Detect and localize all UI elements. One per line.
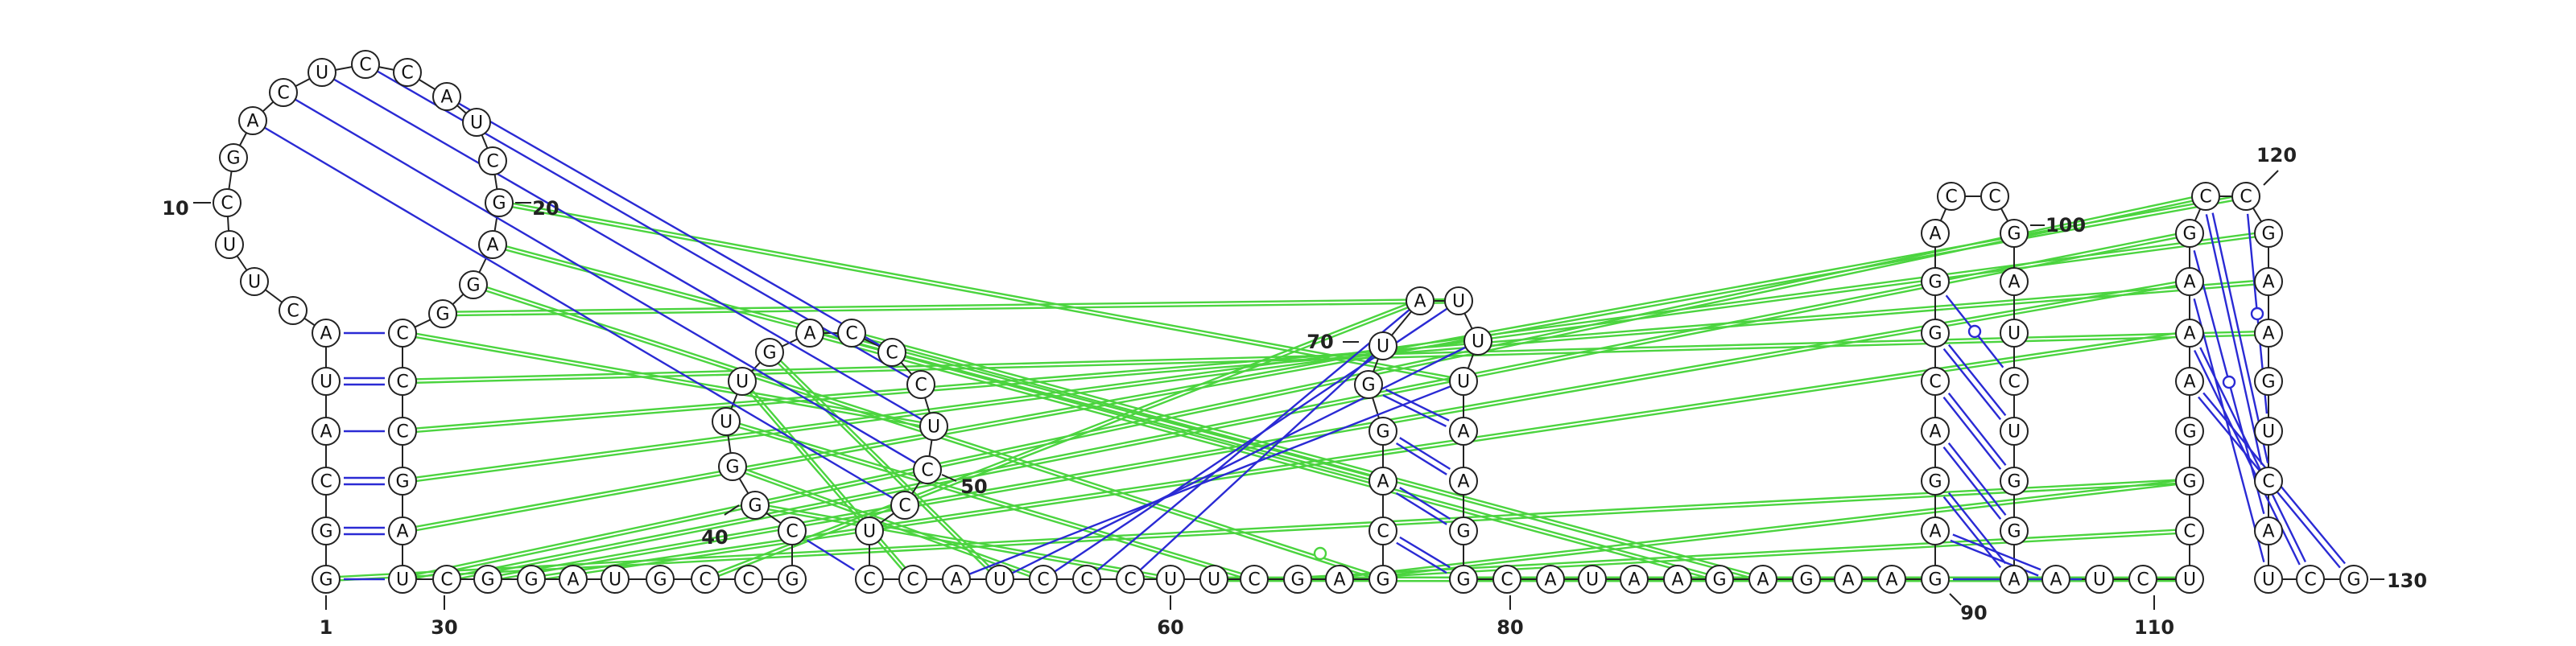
svg-text:C: C — [2199, 187, 2212, 208]
svg-text:C: C — [845, 323, 858, 344]
svg-text:G: G — [319, 521, 333, 542]
nucleotide-61 — [1200, 566, 1228, 593]
svg-text:U: U — [1207, 570, 1221, 590]
svg-text:C: C — [2240, 187, 2252, 208]
svg-text:U: U — [247, 272, 262, 293]
nucleotide-107 — [2042, 566, 2070, 593]
svg-text:G: G — [1928, 471, 1942, 492]
nucleotide-99 — [2000, 220, 2028, 247]
position-label-70: 70 — [1307, 331, 1334, 353]
svg-text:C: C — [699, 570, 712, 590]
svg-text:C: C — [2136, 570, 2149, 590]
svg-text:U: U — [2261, 570, 2276, 590]
svg-text:C: C — [320, 471, 332, 492]
svg-text:C: C — [1929, 372, 1942, 393]
position-label-40: 40 — [701, 526, 729, 549]
nucleotide-21 — [479, 231, 506, 258]
svg-text:A: A — [1929, 521, 1942, 542]
position-label-60: 60 — [1157, 616, 1184, 639]
pseudoknot-interactions — [326, 195, 2268, 581]
svg-text:G: G — [748, 496, 762, 516]
svg-text:G: G — [1928, 272, 1942, 293]
pseudoknot-wobble-marker — [1315, 548, 1326, 559]
svg-text:G: G — [481, 570, 495, 590]
svg-text:A: A — [1628, 570, 1641, 590]
nucleotide-68 — [1369, 418, 1397, 445]
nucleotide-56 — [986, 566, 1013, 593]
svg-text:C: C — [287, 301, 299, 322]
svg-text:A: A — [1842, 570, 1855, 590]
svg-text:C: C — [2008, 372, 2021, 393]
svg-text:C: C — [396, 422, 409, 442]
nucleotide-6 — [312, 319, 340, 347]
nucleotide-47 — [878, 339, 906, 366]
nucleotide-36 — [691, 566, 719, 593]
nucleotide-59 — [1117, 566, 1144, 593]
svg-text:A: A — [246, 111, 259, 132]
svg-text:G: G — [1799, 570, 1814, 590]
svg-text:G: G — [2261, 224, 2276, 245]
svg-text:C: C — [1037, 570, 1050, 590]
nucleotide-104 — [2000, 467, 2028, 495]
nucleotide-10 — [213, 189, 241, 216]
nucleotide-126 — [2255, 517, 2282, 545]
svg-text:A: A — [2262, 272, 2275, 293]
svg-text:C: C — [440, 570, 453, 590]
svg-text:C: C — [396, 323, 409, 344]
svg-text:G: G — [1376, 570, 1390, 590]
svg-text:G: G — [492, 193, 506, 214]
position-label-80: 80 — [1496, 616, 1524, 639]
nucleotide-101 — [2000, 319, 2028, 347]
svg-text:A: A — [2183, 323, 2196, 344]
svg-text:A: A — [1757, 570, 1769, 590]
position-label-130: 130 — [2386, 570, 2428, 592]
base-pair — [2194, 351, 2300, 565]
svg-text:U: U — [608, 570, 622, 590]
nucleotide-86 — [1793, 566, 1820, 593]
svg-text:G: G — [2347, 570, 2361, 590]
svg-text:C: C — [1377, 521, 1389, 542]
nucleotide-124 — [2255, 418, 2282, 445]
svg-text:U: U — [1376, 336, 1390, 357]
nucleotide-44 — [756, 339, 783, 366]
svg-text:U: U — [1456, 372, 1471, 393]
svg-text:U: U — [319, 372, 333, 393]
svg-text:C: C — [221, 193, 233, 214]
svg-text:A: A — [2008, 570, 2021, 590]
nucleotide-82 — [1620, 566, 1648, 593]
svg-text:C: C — [396, 372, 409, 393]
wobble-pair-marker — [2252, 308, 2263, 319]
nucleotide-113 — [2176, 418, 2203, 445]
nucleotide-34 — [601, 566, 629, 593]
svg-text:G: G — [436, 304, 450, 325]
svg-text:C: C — [921, 460, 934, 481]
nucleotide-97 — [1938, 183, 1965, 210]
pseudoknot-pair — [727, 417, 1255, 578]
svg-text:G: G — [1376, 422, 1390, 442]
nucleotide-49 — [920, 413, 947, 440]
nucleotide-90 — [1922, 517, 1949, 545]
svg-text:G: G — [2182, 471, 2197, 492]
svg-text:U: U — [469, 113, 484, 134]
svg-text:G: G — [785, 570, 799, 590]
nucleotide-43 — [729, 368, 756, 395]
position-label-110: 110 — [2133, 616, 2175, 639]
nucleotide-100 — [2000, 268, 2028, 295]
svg-text:A: A — [2262, 521, 2275, 542]
svg-text:A: A — [1414, 291, 1426, 312]
nucleotide-16 — [394, 59, 421, 86]
nucleotide-14 — [308, 59, 336, 86]
nucleotide-106 — [2000, 566, 2028, 593]
nucleotide-30 — [433, 566, 460, 593]
svg-text:A: A — [567, 570, 580, 590]
nucleotide-17 — [433, 83, 460, 110]
svg-text:U: U — [719, 412, 733, 433]
nucleotide-37 — [735, 566, 762, 593]
svg-text:U: U — [1451, 291, 1466, 312]
svg-text:U: U — [2182, 570, 2197, 590]
nucleotide-71 — [1406, 287, 1434, 315]
nucleotide-25 — [389, 368, 416, 395]
nucleotide-50 — [914, 456, 941, 483]
nucleotide-121 — [2255, 268, 2282, 295]
svg-text:C: C — [1988, 187, 2001, 208]
nucleotide-78 — [1450, 566, 1477, 593]
nucleotide-103 — [2000, 418, 2028, 445]
nucleotide-20 — [485, 189, 513, 216]
svg-text:A: A — [803, 323, 816, 344]
position-label-30: 30 — [431, 616, 458, 639]
svg-text:A: A — [2008, 272, 2021, 293]
svg-text:U: U — [993, 570, 1007, 590]
svg-text:C: C — [906, 570, 919, 590]
svg-text:G: G — [319, 570, 333, 590]
nucleotide-39 — [778, 517, 806, 545]
nucleotides — [213, 51, 2368, 593]
nucleotide-52 — [856, 517, 883, 545]
svg-text:C: C — [2183, 521, 2196, 542]
nucleotide-32 — [518, 566, 545, 593]
svg-text:G: G — [466, 275, 481, 296]
nucleotide-93 — [1922, 368, 1949, 395]
svg-text:G: G — [2182, 422, 2197, 442]
svg-text:C: C — [2304, 570, 2317, 590]
nucleotide-2 — [312, 517, 340, 545]
nucleotide-109 — [2129, 566, 2157, 593]
nucleotide-80 — [1537, 566, 1564, 593]
svg-text:A: A — [396, 521, 409, 542]
nucleotide-116 — [2176, 268, 2203, 295]
position-tick — [2264, 171, 2278, 185]
svg-text:A: A — [2183, 372, 2196, 393]
nucleotide-112 — [2176, 467, 2203, 495]
nucleotide-63 — [1284, 566, 1311, 593]
nucleotide-51 — [891, 492, 919, 519]
nucleotide-85 — [1749, 566, 1777, 593]
nucleotide-89 — [1922, 566, 1949, 593]
nucleotide-122 — [2255, 319, 2282, 347]
svg-text:U: U — [222, 235, 237, 256]
nucleotide-110 — [2176, 566, 2203, 593]
svg-text:G: G — [2007, 471, 2021, 492]
nucleotide-92 — [1922, 418, 1949, 445]
svg-text:C: C — [359, 55, 372, 76]
position-label-1: 1 — [319, 616, 333, 639]
nucleotide-73 — [1464, 327, 1492, 355]
nucleotide-29 — [389, 566, 416, 593]
long-range-pair — [253, 121, 905, 505]
nucleotide-9 — [216, 231, 243, 258]
svg-text:C: C — [486, 151, 499, 172]
svg-text:U: U — [315, 63, 329, 84]
nucleotide-18 — [463, 109, 490, 136]
nucleotide-125 — [2255, 467, 2282, 495]
svg-text:A: A — [1929, 224, 1942, 245]
nucleotide-115 — [2176, 319, 2203, 347]
nucleotide-66 — [1369, 517, 1397, 545]
nucleotide-74 — [1450, 368, 1477, 395]
nucleotide-19 — [479, 147, 506, 175]
svg-text:U: U — [2007, 323, 2021, 344]
svg-text:C: C — [2262, 471, 2275, 492]
nucleotide-123 — [2255, 368, 2282, 395]
nucleotide-76 — [1450, 467, 1477, 495]
svg-text:G: G — [1290, 570, 1305, 590]
position-label-20: 20 — [532, 197, 559, 220]
nucleotide-119 — [2232, 183, 2260, 210]
svg-text:G: G — [1928, 323, 1942, 344]
nucleotide-11 — [220, 144, 247, 171]
nucleotide-88 — [1878, 566, 1905, 593]
wobble-pair-marker — [1969, 326, 1980, 337]
nucleotide-15 — [352, 51, 379, 78]
svg-text:U: U — [2261, 422, 2276, 442]
nucleotide-77 — [1450, 517, 1477, 545]
nucleotide-28 — [389, 517, 416, 545]
svg-text:U: U — [1585, 570, 1600, 590]
svg-text:G: G — [2007, 521, 2021, 542]
nucleotide-83 — [1664, 566, 1691, 593]
svg-text:C: C — [742, 570, 755, 590]
svg-text:G: G — [762, 343, 777, 364]
svg-text:G: G — [653, 570, 667, 590]
nucleotide-35 — [646, 566, 674, 593]
nucleotide-75 — [1450, 418, 1477, 445]
nucleotide-87 — [1835, 566, 1862, 593]
nucleotide-55 — [943, 566, 970, 593]
nucleotide-120 — [2255, 220, 2282, 247]
nucleotide-31 — [474, 566, 502, 593]
nucleotide-128 — [2297, 566, 2324, 593]
nucleotide-54 — [899, 566, 927, 593]
svg-text:G: G — [395, 471, 410, 492]
position-tick — [1950, 594, 1961, 605]
svg-text:G: G — [2261, 372, 2276, 393]
svg-text:G: G — [2007, 224, 2021, 245]
nucleotide-65 — [1369, 566, 1397, 593]
nucleotide-40 — [741, 492, 769, 519]
svg-text:G: G — [226, 148, 241, 169]
base-pair — [1386, 389, 1450, 421]
svg-text:C: C — [1080, 570, 1093, 590]
nucleotide-5 — [312, 368, 340, 395]
svg-text:C: C — [886, 343, 898, 364]
nucleotide-1 — [312, 566, 340, 593]
svg-text:U: U — [2092, 570, 2107, 590]
position-label-100: 100 — [2045, 214, 2087, 237]
svg-text:A: A — [1885, 570, 1898, 590]
svg-text:G: G — [1712, 570, 1727, 590]
svg-text:A: A — [2262, 323, 2275, 344]
svg-text:A: A — [440, 87, 453, 108]
svg-text:G: G — [1361, 375, 1376, 396]
svg-text:A: A — [1671, 570, 1684, 590]
base-pair — [2207, 214, 2262, 464]
nucleotide-94 — [1922, 319, 1949, 347]
nucleotide-7 — [279, 297, 307, 324]
svg-text:C: C — [863, 570, 876, 590]
svg-text:C: C — [898, 496, 911, 516]
svg-text:A: A — [1377, 471, 1389, 492]
nucleotide-3 — [312, 467, 340, 495]
nucleotide-70 — [1369, 332, 1397, 360]
svg-text:G: G — [725, 457, 740, 478]
svg-text:A: A — [2183, 272, 2196, 293]
svg-text:U: U — [1471, 331, 1485, 352]
nucleotide-72 — [1445, 287, 1472, 315]
position-label-120: 120 — [2256, 144, 2297, 167]
nucleotide-27 — [389, 467, 416, 495]
nucleotide-46 — [838, 319, 865, 347]
nucleotide-96 — [1922, 220, 1949, 247]
nucleotide-38 — [778, 566, 806, 593]
nucleotide-127 — [2255, 566, 2282, 593]
nucleotide-8 — [241, 268, 268, 295]
nucleotide-84 — [1706, 566, 1733, 593]
nucleotide-64 — [1326, 566, 1353, 593]
nucleotide-53 — [856, 566, 883, 593]
nucleotide-95 — [1922, 268, 1949, 295]
nucleotide-117 — [2176, 220, 2203, 247]
svg-text:U: U — [2007, 422, 2021, 442]
svg-text:G: G — [2182, 224, 2197, 245]
nucleotide-58 — [1073, 566, 1100, 593]
nucleotide-60 — [1157, 566, 1184, 593]
nucleotide-108 — [2086, 566, 2113, 593]
svg-text:C: C — [914, 375, 927, 396]
nucleotide-114 — [2176, 368, 2203, 395]
svg-text:A: A — [2050, 570, 2062, 590]
svg-text:C: C — [1945, 187, 1958, 208]
svg-text:G: G — [1456, 521, 1471, 542]
nucleotide-42 — [712, 408, 740, 435]
nucleotide-79 — [1493, 566, 1521, 593]
svg-text:A: A — [1333, 570, 1346, 590]
nucleotide-91 — [1922, 467, 1949, 495]
nucleotide-45 — [796, 319, 824, 347]
nucleotide-69 — [1355, 371, 1382, 398]
svg-text:A: A — [320, 323, 332, 344]
svg-text:A: A — [950, 570, 963, 590]
svg-text:C: C — [401, 63, 414, 84]
svg-text:G: G — [1456, 570, 1471, 590]
nucleotide-98 — [1981, 183, 2008, 210]
nucleotide-24 — [389, 319, 416, 347]
svg-text:A: A — [486, 235, 499, 256]
svg-text:A: A — [1457, 422, 1470, 442]
backbone — [227, 64, 2354, 579]
nucleotide-48 — [907, 371, 935, 398]
nucleotide-26 — [389, 418, 416, 445]
nucleotide-67 — [1369, 467, 1397, 495]
position-label-90: 90 — [1960, 602, 1988, 624]
nucleotide-4 — [312, 418, 340, 445]
svg-text:C: C — [1501, 570, 1513, 590]
nucleotide-13 — [270, 79, 297, 106]
svg-text:C: C — [1124, 570, 1137, 590]
wobble-pair-marker — [2223, 376, 2235, 388]
nucleotide-102 — [2000, 368, 2028, 395]
svg-text:U: U — [735, 372, 749, 393]
nucleotide-57 — [1030, 566, 1057, 593]
svg-text:C: C — [786, 521, 799, 542]
pseudoknot-pair — [733, 465, 1044, 578]
position-label-50: 50 — [960, 475, 988, 498]
nucleotide-111 — [2176, 517, 2203, 545]
svg-text:A: A — [1929, 422, 1942, 442]
svg-text:A: A — [320, 422, 332, 442]
nucleotide-12 — [239, 107, 266, 134]
svg-text:C: C — [1248, 570, 1261, 590]
svg-text:C: C — [277, 83, 290, 104]
svg-text:U: U — [395, 570, 410, 590]
svg-text:U: U — [927, 417, 941, 438]
nucleotide-105 — [2000, 517, 2028, 545]
nucleotide-22 — [460, 271, 487, 298]
position-label-10: 10 — [162, 197, 189, 220]
nucleotide-23 — [429, 300, 456, 327]
nucleotide-41 — [719, 453, 746, 480]
base-pair — [1400, 537, 1450, 567]
nucleotide-81 — [1579, 566, 1606, 593]
nucleotide-62 — [1241, 566, 1268, 593]
pseudoknot-pair — [326, 479, 2190, 578]
svg-text:G: G — [524, 570, 539, 590]
svg-text:U: U — [862, 521, 877, 542]
svg-text:U: U — [1163, 570, 1178, 590]
svg-text:A: A — [1457, 471, 1470, 492]
nucleotide-129 — [2340, 566, 2368, 593]
nucleotide-118 — [2192, 183, 2219, 210]
nucleotide-33 — [559, 566, 587, 593]
svg-text:G: G — [1928, 570, 1942, 590]
svg-text:A: A — [1544, 570, 1557, 590]
long-range-pair — [365, 64, 921, 385]
